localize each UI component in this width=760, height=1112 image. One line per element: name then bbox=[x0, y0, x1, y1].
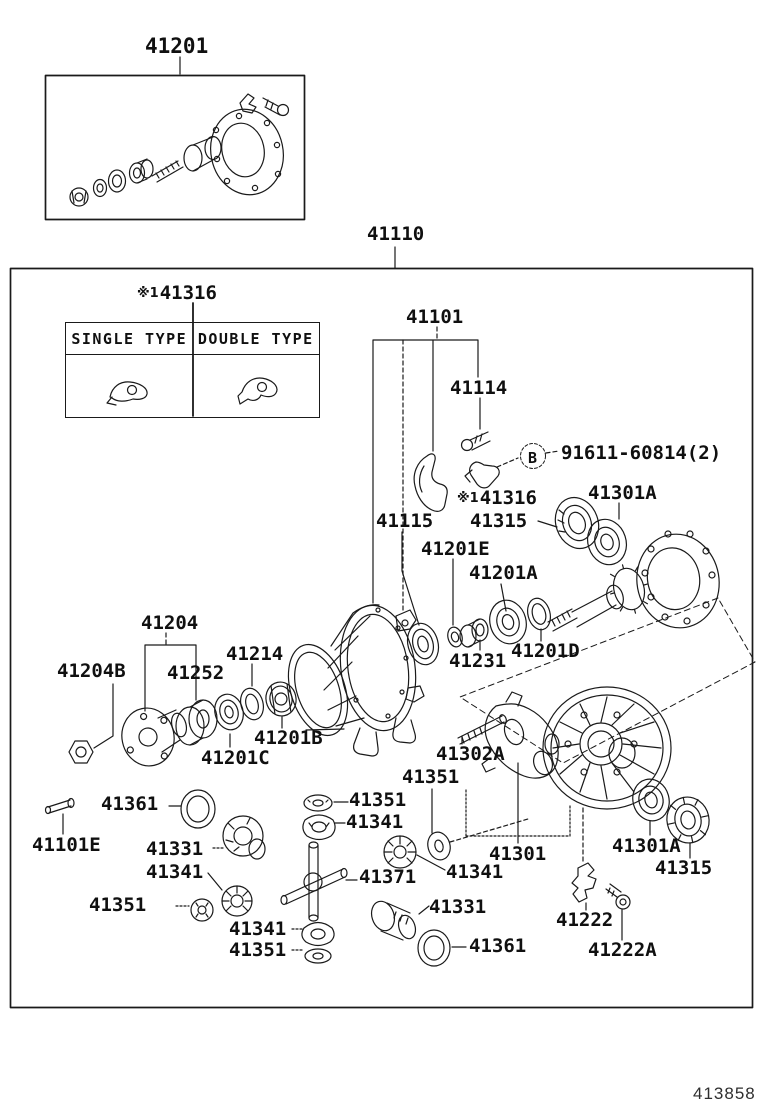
part-label-41331-bottom: 41331 bbox=[429, 896, 487, 918]
part-label-41316-table bbox=[137, 284, 217, 303]
part-label-41301: 41301 bbox=[489, 843, 547, 865]
part-label-41201C: 41201C bbox=[201, 747, 270, 769]
drive-pinion-gear-drawing bbox=[548, 528, 727, 635]
part-label-41110: 41110 bbox=[367, 223, 425, 245]
ring-gear-plane-dashed bbox=[460, 598, 755, 763]
hardware-number-label: 91611-60814(2) bbox=[561, 442, 722, 464]
part-label-41201: 41201 bbox=[145, 34, 209, 58]
part-label-41341-bl: 41341 bbox=[229, 918, 287, 940]
part-label-41351-a: 41351 bbox=[402, 766, 460, 788]
ring-gear-drawing bbox=[543, 687, 671, 809]
part-label-41101E: 41101E bbox=[32, 834, 101, 856]
part-label-41361-left: 41361 bbox=[101, 793, 159, 815]
part-label-41301A-top: 41301A bbox=[588, 482, 657, 504]
single-type-header: SINGLE TYPE bbox=[71, 329, 188, 348]
part-label-41341-right: 41341 bbox=[446, 861, 504, 883]
part-label-41351-bl: 41351 bbox=[229, 939, 287, 961]
part-label-41101: 41101 bbox=[406, 306, 464, 328]
part-label-41302A: 41302A bbox=[436, 743, 505, 765]
part-label-41204: 41204 bbox=[141, 612, 199, 634]
part-label-41351-center: 41351 bbox=[349, 789, 407, 811]
part-label-41315-bottom: 41315 bbox=[655, 857, 713, 879]
part-label-41316 bbox=[457, 489, 537, 508]
part-label-41222A: 41222A bbox=[588, 939, 657, 961]
part-label-41204B: 41204B bbox=[57, 660, 126, 682]
part-number: 41316 bbox=[159, 282, 217, 304]
part-label-41361-bottom: 41361 bbox=[469, 935, 527, 957]
stud-bolt-drawing bbox=[458, 714, 508, 744]
part-label-41351-left: 41351 bbox=[89, 894, 147, 916]
catalog-figure-number: 413858 bbox=[693, 1084, 756, 1103]
part-label-41201D: 41201D bbox=[511, 640, 580, 662]
part-label-41214: 41214 bbox=[226, 643, 284, 665]
type-table bbox=[65, 322, 320, 418]
part-label-41341-center: 41341 bbox=[346, 811, 404, 833]
drive-pinion-kit-drawing bbox=[70, 94, 291, 206]
reference-mark: ※1 bbox=[457, 491, 479, 506]
part-label-41315-top: 41315 bbox=[470, 510, 528, 532]
differential-case-drawing bbox=[482, 692, 559, 778]
ref-letter-b: B bbox=[528, 449, 538, 467]
diff-internals-center-drawing bbox=[281, 795, 347, 963]
part-label-41252: 41252 bbox=[167, 662, 225, 684]
part-label-41222: 41222 bbox=[556, 909, 614, 931]
part-label-41341-left: 41341 bbox=[146, 861, 204, 883]
part-label-41301A-bottom: 41301A bbox=[612, 835, 681, 857]
part-label-41331-left: 41331 bbox=[146, 838, 204, 860]
part-number: 41316 bbox=[479, 487, 537, 509]
type-table-header-row bbox=[66, 323, 319, 355]
reference-mark: ※1 bbox=[137, 286, 159, 301]
double-type-header: DOUBLE TYPE bbox=[197, 329, 314, 348]
part-label-41371: 41371 bbox=[359, 866, 417, 888]
part-label-41201B: 41201B bbox=[254, 727, 323, 749]
part-label-41115: 41115 bbox=[376, 510, 434, 532]
part-label-41231: 41231 bbox=[449, 650, 507, 672]
part-label-41114: 41114 bbox=[450, 377, 508, 399]
lock-plate-and-bolt-drawing bbox=[572, 863, 630, 909]
part-label-41201A: 41201A bbox=[469, 562, 538, 584]
part-label-41201E: 41201E bbox=[421, 538, 490, 560]
